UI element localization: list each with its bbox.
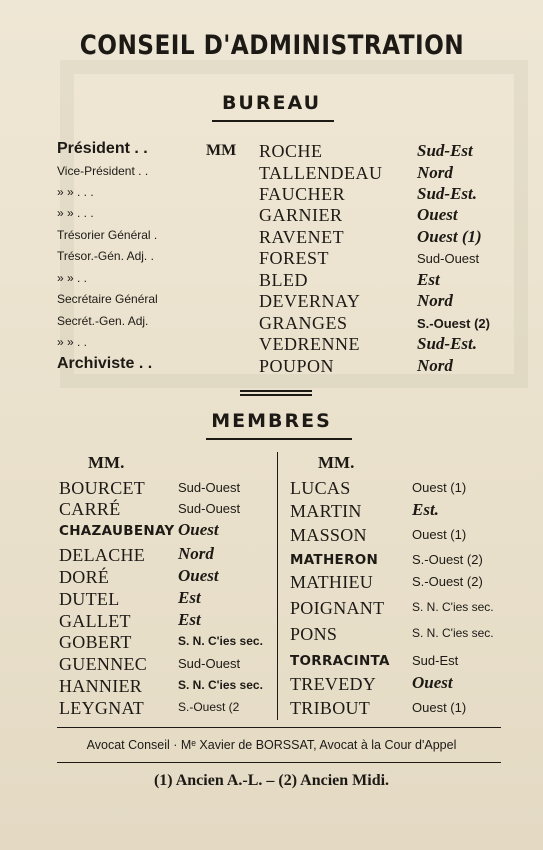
member-name: TREVEDY xyxy=(290,674,377,694)
bureau-name: VEDRENNE xyxy=(259,334,360,354)
member-region: Ouest xyxy=(178,520,219,539)
member-region: Ouest (1) xyxy=(412,700,467,715)
member-name: MARTIN xyxy=(290,501,362,521)
membres-left-mm-label: MM. xyxy=(88,453,125,472)
footer-mid-rule xyxy=(57,762,501,763)
member-region: Ouest (1) xyxy=(412,527,467,542)
bureau-role: Archiviste . . xyxy=(57,355,153,372)
bureau-name: FAUCHER xyxy=(259,184,346,204)
member-region: S. N. C'ies sec. xyxy=(178,634,263,648)
bureau-row xyxy=(0,271,543,292)
member-name: DORÉ xyxy=(59,567,110,587)
member-name: TRIBOUT xyxy=(290,698,371,718)
member-region: Sud-Ouest xyxy=(178,480,241,495)
member-name: LEYGNAT xyxy=(59,698,145,718)
member-name: GOBERT xyxy=(59,632,132,652)
bureau-heading: BUREAU xyxy=(221,92,322,114)
bureau-role: » » . . xyxy=(57,271,88,285)
bureau-role: Président . . xyxy=(57,140,148,157)
bureau-region: Est xyxy=(417,270,440,289)
bureau-region: Sud-Ouest xyxy=(417,251,480,266)
bureau-name: TALLENDEAU xyxy=(259,163,383,183)
bureau-row xyxy=(0,142,543,163)
member-region: S.-Ouest (2) xyxy=(412,574,483,589)
bureau-region: Nord xyxy=(417,163,453,182)
member-name: GUENNEC xyxy=(59,654,148,674)
member-name: PONS xyxy=(290,624,338,644)
bureau-region: Ouest xyxy=(417,205,458,224)
bureau-role: Trésorier Général . xyxy=(57,228,158,242)
bureau-name: GARNIER xyxy=(259,205,343,225)
bureau-role: Secrétaire Général xyxy=(57,292,158,306)
membres-heading-rule xyxy=(206,438,352,440)
bureau-region: Sud-Est. xyxy=(417,184,477,203)
bureau-role: Vice-Président . . xyxy=(57,164,149,178)
bureau-region: S.-Ouest (2) xyxy=(417,316,490,331)
avocat-conseil-line: Avocat Conseil · Mᵉ Xavier de BORSSAT, Avocat à la Cour d'Appel xyxy=(86,738,457,752)
bureau-name: RAVENET xyxy=(259,227,345,247)
member-region: Ouest xyxy=(412,673,453,692)
member-name: CARRÉ xyxy=(59,499,121,519)
bureau-row xyxy=(0,249,543,270)
member-region: Ouest (1) xyxy=(412,480,467,495)
bureau-region: Sud-Est. xyxy=(417,334,477,353)
member-region: Sud-Est xyxy=(412,653,459,668)
bureau-role: Trésor.-Gén. Adj. . xyxy=(57,249,154,263)
member-name: MATHERON xyxy=(290,552,379,568)
member-name: DELACHE xyxy=(59,545,146,565)
member-region: Nord xyxy=(178,544,214,563)
member-name: POIGNANT xyxy=(290,598,385,618)
member-region: Ouest xyxy=(178,566,219,585)
member-region: S. N. C'ies sec. xyxy=(412,600,494,614)
member-region: S. N. C'ies sec. xyxy=(412,626,494,640)
member-name: TORRACINTA xyxy=(290,653,390,669)
footnotes-line: (1) Ancien A.-L. – (2) Ancien Midi. xyxy=(153,772,390,789)
member-region: Sud-Ouest xyxy=(178,656,241,671)
bureau-name: DEVERNAY xyxy=(259,291,361,311)
member-name: DUTEL xyxy=(59,589,120,609)
bureau-row xyxy=(0,292,543,313)
member-region: S.-Ouest (2 xyxy=(178,700,240,714)
bureau-role: » » . . . xyxy=(57,206,94,220)
member-region: S. N. C'ies sec. xyxy=(178,678,263,692)
member-region: Est xyxy=(178,588,201,607)
bureau-row xyxy=(0,206,543,227)
page-title: CONSEIL D'ADMINISTRATION xyxy=(79,30,465,61)
bureau-row xyxy=(0,357,543,378)
bureau-row xyxy=(0,335,543,356)
member-region: S.-Ouest (2) xyxy=(412,552,483,567)
member-name: BOURCET xyxy=(59,478,146,498)
bureau-name: BLED xyxy=(259,270,308,290)
member-name: MATHIEU xyxy=(290,572,374,592)
bureau-region: Sud-Est xyxy=(417,141,473,160)
member-region: Sud-Ouest xyxy=(178,501,241,516)
bureau-row xyxy=(0,164,543,185)
bureau-mm-label: MM xyxy=(206,142,237,159)
member-name: HANNIER xyxy=(59,676,143,696)
member-name: GALLET xyxy=(59,611,131,631)
bureau-region: Nord xyxy=(417,356,453,375)
bureau-heading-rule xyxy=(212,120,334,122)
member-region: Est xyxy=(178,610,201,629)
bureau-name: ROCHE xyxy=(259,141,323,161)
bureau-row xyxy=(0,228,543,249)
bureau-region: Nord xyxy=(417,291,453,310)
member-name: MASSON xyxy=(290,525,367,545)
section-separator xyxy=(240,390,312,396)
membres-heading: MEMBRES xyxy=(211,410,332,432)
bureau-role: Secrét.-Gen. Adj. xyxy=(57,314,149,328)
membres-right-mm-label: MM. xyxy=(318,453,355,472)
member-name: CHAZAUBENAY xyxy=(59,523,175,539)
bureau-role: » » . . . xyxy=(57,185,94,199)
footer-top-rule xyxy=(57,727,501,728)
column-divider xyxy=(277,452,278,720)
bureau-region: Ouest (1) xyxy=(417,227,482,246)
bureau-name: GRANGES xyxy=(259,313,348,333)
bureau-name: POUPON xyxy=(259,356,335,376)
member-region: Est. xyxy=(412,500,439,519)
member-name: LUCAS xyxy=(290,478,351,498)
bureau-row xyxy=(0,185,543,206)
bureau-name: FOREST xyxy=(259,248,330,268)
bureau-row xyxy=(0,314,543,335)
bureau-role: » » . . xyxy=(57,335,88,349)
